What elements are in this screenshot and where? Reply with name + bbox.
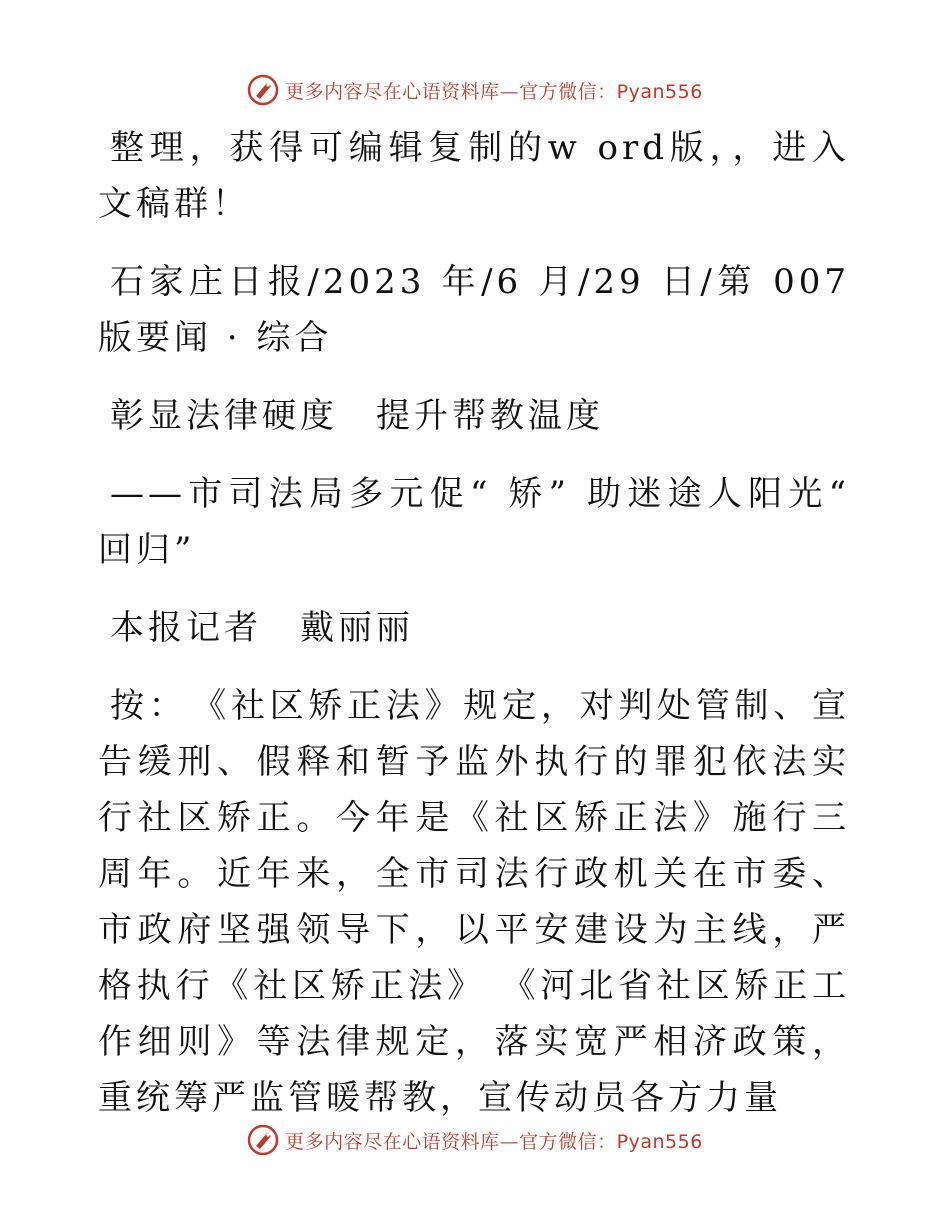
intro-line: 整理，获得可编辑复制的w ord版，，进入文稿群！ <box>98 128 850 224</box>
document-body <box>98 120 850 1148</box>
article-body-paragraph: 按： 《社区矫正法》规定，对判处管制、宣告缓刑、假释和暂予监外执行的罪犯依法实行社区矫正。今年是《社区矫正法》施行三周年。近年来，全市司法行政机关在市委、市政府坚强领导下，以平安建设为主线，严格执行《社区矫正法》 《河北省社区矫正工作细则》等法律规定，落实宽严相济政策，重统筹严监管暖帮教，宣传动员各方力量 <box>98 686 850 1118</box>
header-watermark-text: 更多内容尽在心语资料库—官方微信：Pyan556 <box>285 80 703 103</box>
article-subtitle: ——市司法局多元促“ 矫” 助迷途人阳光“ 回归” <box>98 474 850 570</box>
header-watermark-content <box>247 74 703 106</box>
footer-watermark-banner <box>0 1120 950 1160</box>
pen-nib-logo-icon <box>247 74 279 106</box>
header-watermark-banner <box>0 70 950 110</box>
article-title: 彰显法律硬度 提升帮教温度 <box>110 396 604 436</box>
pen-nib-logo-icon <box>247 1124 279 1156</box>
article-byline: 本报记者 戴丽丽 <box>110 608 414 648</box>
footer-watermark-content <box>247 1124 703 1156</box>
source-line: 石家庄日报/2023 年/6 月/29 日/第 007 版要闻 · 综合 <box>98 262 850 358</box>
footer-watermark-text: 更多内容尽在心语资料库—官方微信：Pyan556 <box>285 1130 703 1153</box>
